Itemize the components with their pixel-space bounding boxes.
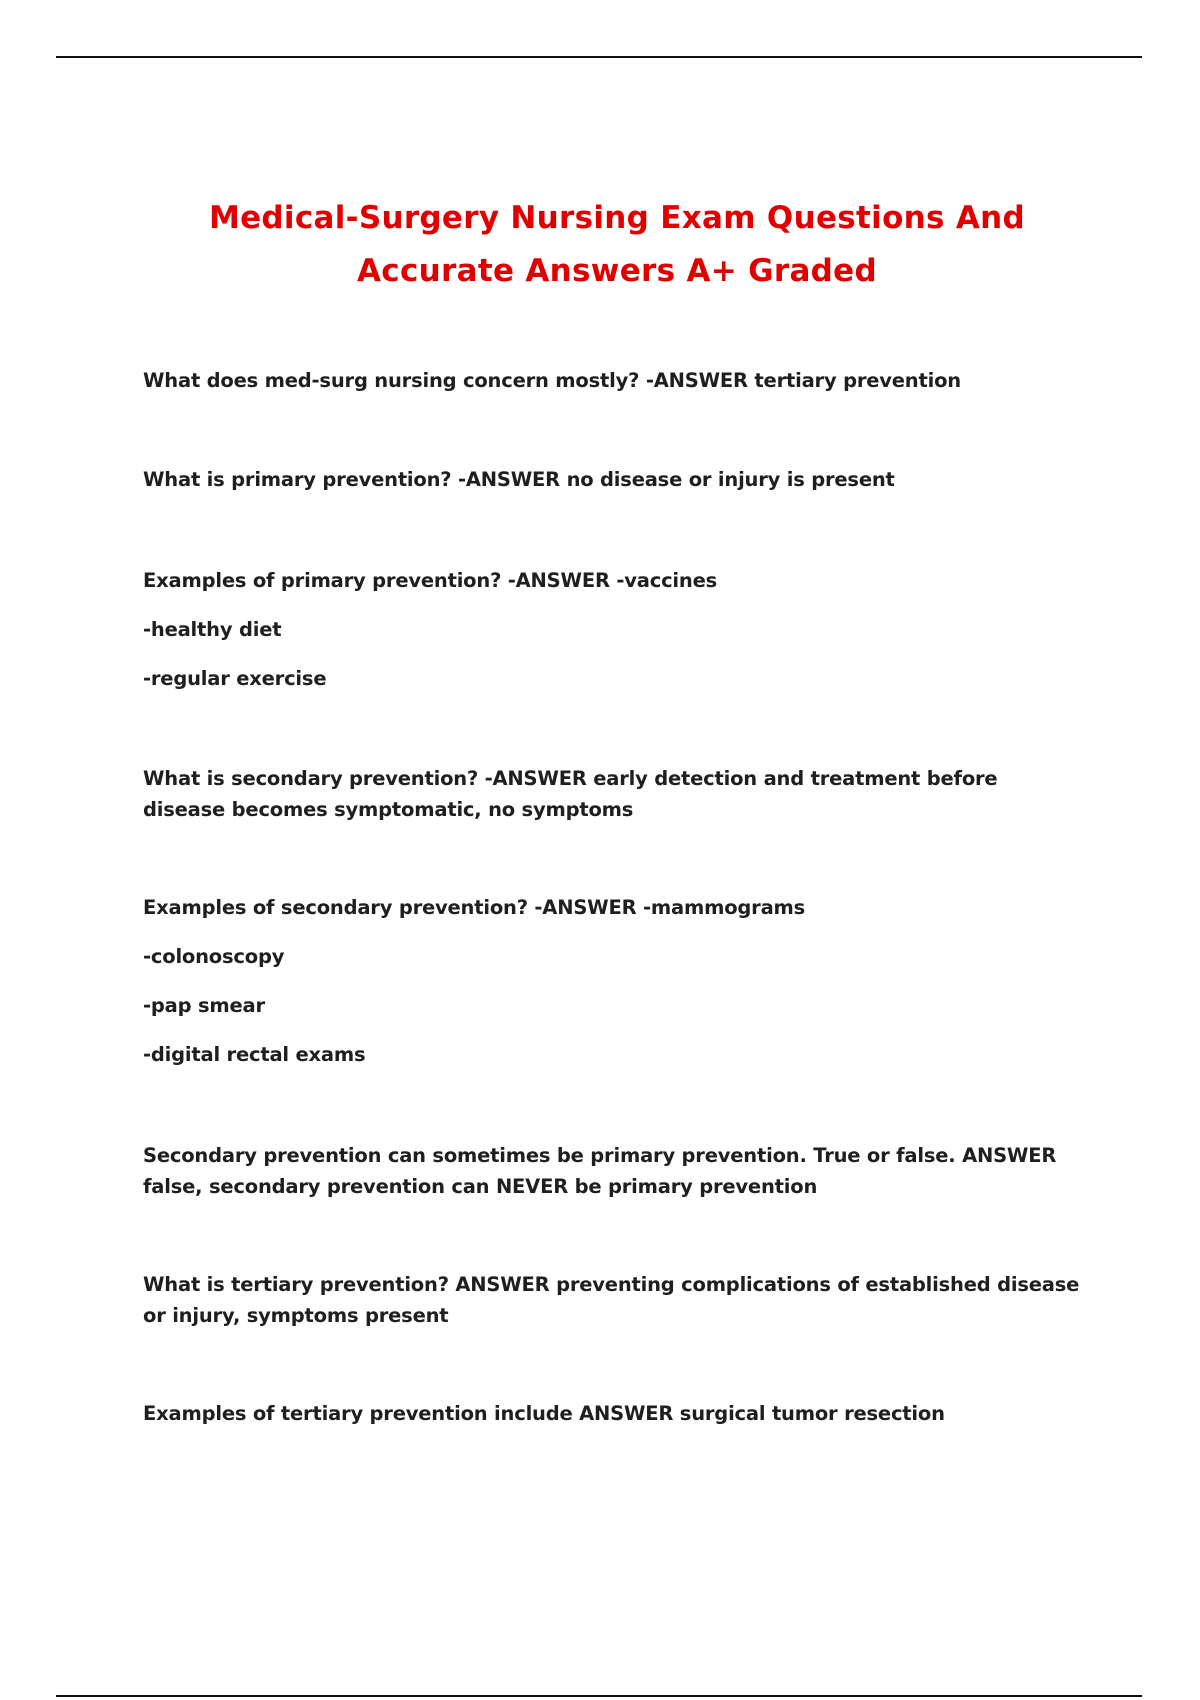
qa-text: What is primary prevention? -ANSWER no disease or injury is present bbox=[143, 468, 895, 491]
document-title bbox=[0, 192, 1200, 298]
bottom-rule bbox=[56, 1695, 1142, 1697]
top-rule bbox=[56, 56, 1142, 58]
qa-sub-item: -pap smear bbox=[143, 994, 265, 1017]
qa-entry-3 bbox=[143, 565, 1083, 694]
qa-entry-2 bbox=[143, 464, 1083, 495]
qa-sub-item: -colonoscopy bbox=[143, 945, 285, 968]
title-line-2: Accurate Answers A+ Graded bbox=[357, 253, 877, 289]
qa-text: Examples of primary prevention? -ANSWER -vaccines bbox=[143, 569, 718, 592]
qa-sub-item: -healthy diet bbox=[143, 618, 282, 641]
qa-entry-8 bbox=[143, 1398, 1083, 1429]
qa-text: What is tertiary prevention? ANSWER preventing complications of established disease or injury, symptoms present bbox=[143, 1273, 1080, 1327]
qa-entry-4 bbox=[143, 763, 1083, 825]
qa-entry-5 bbox=[143, 892, 1083, 1070]
qa-text: What is secondary prevention? -ANSWER early detection and treatment before disease becomes symptomatic, no symptoms bbox=[143, 767, 998, 821]
title-line-1: Medical-Surgery Nursing Exam Questions And bbox=[208, 200, 1026, 236]
qa-entry-7 bbox=[143, 1269, 1083, 1331]
qa-entry-6 bbox=[143, 1140, 1083, 1202]
qa-entry-1 bbox=[143, 365, 1083, 396]
qa-text: What does med-surg nursing concern mostly? -ANSWER tertiary prevention bbox=[143, 369, 961, 392]
qa-sub-item: -digital rectal exams bbox=[143, 1043, 366, 1066]
qa-text: Secondary prevention can sometimes be primary prevention. True or false. ANSWER false, secondary prevention can NEVER be primary prevention bbox=[143, 1144, 1057, 1198]
qa-sub-item: -regular exercise bbox=[143, 667, 327, 690]
qa-text: Examples of tertiary prevention include ANSWER surgical tumor resection bbox=[143, 1402, 945, 1425]
qa-text: Examples of secondary prevention? -ANSWER -mammograms bbox=[143, 896, 806, 919]
